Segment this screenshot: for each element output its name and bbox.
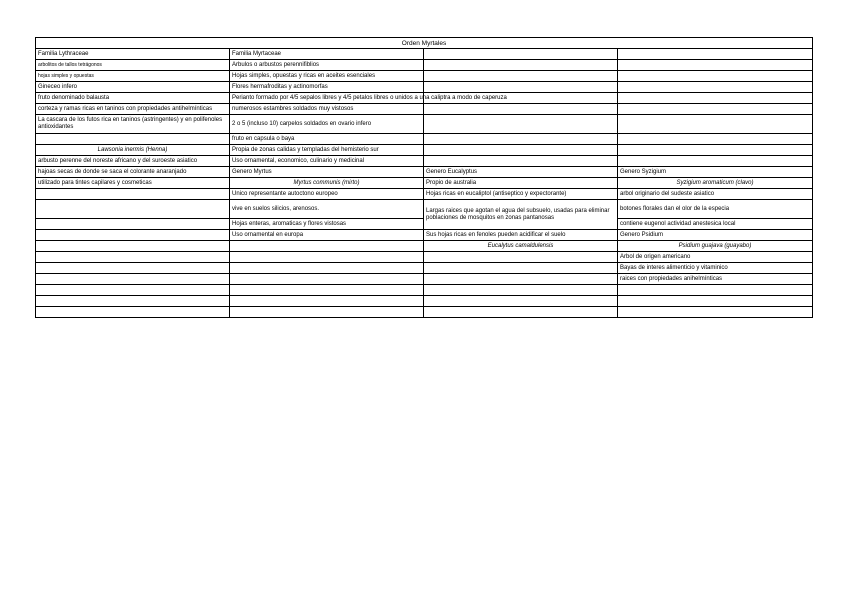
table-cell[interactable] [618, 49, 813, 60]
table-cell[interactable]: Hojas ricas en eucaliptol (antiseptico y expectorante) [424, 189, 618, 200]
table-cell[interactable]: vive en suelos silicios, arenosos. [230, 200, 424, 219]
table-cell[interactable] [230, 285, 424, 296]
title-row [36, 38, 813, 49]
table-cell[interactable] [618, 134, 813, 145]
table-cell[interactable]: Propio de australia [424, 178, 618, 189]
table-cell[interactable] [424, 285, 618, 296]
table-cell[interactable] [36, 296, 230, 307]
table-cell[interactable]: arbol originario del sudeste asiatico [618, 189, 813, 200]
table-cell[interactable]: Uso ornamental, economico, culinario y medicinal [230, 156, 424, 167]
table-cell[interactable]: Largas raices que agotan el agua del subsuelo, usadas para eliminar poblaciones de mosquitos en zonas pantanosas [424, 200, 618, 230]
table-cell[interactable]: Syzigium aromaticum (clavo) [618, 178, 813, 189]
table-cell[interactable] [36, 274, 230, 285]
table-cell[interactable] [424, 82, 618, 93]
table-row [36, 296, 813, 307]
table-row [36, 241, 813, 252]
table-cell[interactable]: Bayas de interes alimenticio y vitaminico [618, 263, 813, 274]
table-cell[interactable]: Genero Eucalyptus [424, 167, 618, 178]
table-cell[interactable]: Arbol de origen americano [618, 252, 813, 263]
table-row [36, 71, 813, 82]
table-cell[interactable] [230, 296, 424, 307]
table-cell[interactable] [424, 274, 618, 285]
table-cell[interactable] [424, 263, 618, 274]
table-cell[interactable]: Arbulos o arbustos perennifiblios [230, 60, 424, 71]
table-cell[interactable]: Psidium guajava (guayabo) [618, 241, 813, 252]
table-cell[interactable] [36, 134, 230, 145]
table-cell[interactable]: Gineceo infero [36, 82, 230, 93]
table-cell[interactable] [36, 263, 230, 274]
table-row [36, 285, 813, 296]
table-row [36, 167, 813, 178]
table-cell[interactable] [618, 71, 813, 82]
table-cell[interactable] [424, 145, 618, 156]
table-row [36, 274, 813, 285]
spreadsheet [35, 37, 812, 318]
table-cell[interactable]: fruto denominado balausta [36, 93, 230, 104]
table-cell[interactable] [424, 134, 618, 145]
table-cell[interactable]: Familia Lythraceae [36, 49, 230, 60]
table-cell[interactable]: Genero Psidium [618, 230, 813, 241]
table-cell[interactable]: fruto en capsula o baya [230, 134, 424, 145]
table-cell[interactable] [36, 219, 230, 230]
table-cell[interactable]: Hojas enteras, aromaticas y flores vistosas [230, 219, 424, 230]
table-cell[interactable]: Genero Syzigium [618, 167, 813, 178]
table-cell[interactable]: Flores hermafroditas y actinomorfas [230, 82, 424, 93]
table-cell[interactable]: Lawsonia inermis (Henna) [36, 145, 230, 156]
table-cell[interactable] [230, 263, 424, 274]
table-cell[interactable] [618, 156, 813, 167]
table-cell[interactable] [424, 60, 618, 71]
table-cell[interactable]: La cascara de los futos rica en taninos (astringentes) y en polifenoles antioxidantes [36, 115, 230, 134]
table-cell[interactable]: botones florales dan el olor de la especia [618, 200, 813, 219]
table-cell[interactable] [36, 285, 230, 296]
table-cell[interactable]: hajoas secas de donde se saca el colorante anaranjado [36, 167, 230, 178]
table-cell[interactable]: Hojas simples, opuestas y ricas en aceites esenciales [230, 71, 424, 82]
table-cell[interactable] [36, 307, 230, 318]
table-cell[interactable]: Unico representante autoctono europeo [230, 189, 424, 200]
table-cell[interactable] [36, 200, 230, 219]
table-row [36, 49, 813, 60]
table-cell[interactable]: utilizado para tintes capilares y cosmeticas [36, 178, 230, 189]
table-cell[interactable]: arbusto perenne del noreste africano y del suroeste asiatico [36, 156, 230, 167]
table-row [36, 307, 813, 318]
table-cell[interactable]: Familia Myrtaceae [230, 49, 424, 60]
table-cell[interactable]: Perianto formado por 4/5 sepalos libres y 4/5 petalos libres o unidos a una caliptra a modo de caperuza [230, 93, 424, 104]
table-cell[interactable] [618, 93, 813, 104]
table-cell[interactable] [618, 115, 813, 134]
table-cell[interactable] [618, 104, 813, 115]
table-cell[interactable] [424, 49, 618, 60]
table-cell[interactable] [618, 285, 813, 296]
table-cell[interactable] [424, 71, 618, 82]
table-cell[interactable] [36, 241, 230, 252]
table-cell[interactable] [230, 307, 424, 318]
table-cell[interactable]: Eucalytus camaldulensis [424, 241, 618, 252]
table-cell[interactable]: raices con propiedades anihelmínticas [618, 274, 813, 285]
table-cell[interactable] [230, 252, 424, 263]
table-cell[interactable] [618, 145, 813, 156]
table-cell[interactable] [36, 252, 230, 263]
table-cell[interactable] [424, 104, 618, 115]
table-row [36, 60, 813, 71]
table-title[interactable]: Orden Myrtales [36, 38, 813, 49]
table-cell[interactable]: contiene eugenol actividad anestesica local [618, 219, 813, 230]
table-cell[interactable]: numerosos estambres soldados muy vistosos [230, 104, 424, 115]
table-cell[interactable] [36, 189, 230, 200]
table-cell[interactable] [618, 307, 813, 318]
table-cell[interactable]: corteza y ramas ricas en taninos con propiedades antihelmínticas [36, 104, 230, 115]
table-cell[interactable]: arbolitos de tallos tetrágonos [36, 60, 230, 71]
table-cell[interactable] [424, 252, 618, 263]
table-cell[interactable] [618, 296, 813, 307]
table-cell[interactable] [424, 296, 618, 307]
table-cell[interactable]: Genero Myrtus [230, 167, 424, 178]
table-cell[interactable]: Propia de zonas calidas y templadas del hemisterio sur [230, 145, 424, 156]
table-row [36, 189, 813, 200]
table-cell[interactable] [424, 115, 618, 134]
table-cell[interactable] [424, 156, 618, 167]
table-row [36, 200, 813, 219]
table-cell[interactable] [618, 60, 813, 71]
table-row [36, 145, 813, 156]
table-cell[interactable] [424, 307, 618, 318]
table-row [36, 178, 813, 189]
table-row [36, 134, 813, 145]
table-row [36, 115, 813, 134]
table-cell[interactable] [618, 82, 813, 93]
table-cell[interactable]: hojas simples y opuestas [36, 71, 230, 82]
table-row [36, 104, 813, 115]
table-row [36, 263, 813, 274]
table-cell[interactable]: Uso ornamental en europa [230, 230, 424, 241]
table-cell[interactable] [36, 230, 230, 241]
table-row [36, 93, 813, 104]
table-cell[interactable] [230, 274, 424, 285]
table-cell[interactable]: 2 o 5 (incluso 10) carpelos soldados en ovario infero [230, 115, 424, 134]
table-row [36, 230, 813, 241]
table-row [36, 252, 813, 263]
myrtales-table [35, 37, 813, 318]
table-cell[interactable] [230, 241, 424, 252]
table-row [36, 156, 813, 167]
table-cell[interactable]: Myrtus communis (mirto) [230, 178, 424, 189]
table-cell[interactable]: Sus hojas ricas en fenoles pueden acidificar el suelo [424, 230, 618, 241]
table-row [36, 82, 813, 93]
